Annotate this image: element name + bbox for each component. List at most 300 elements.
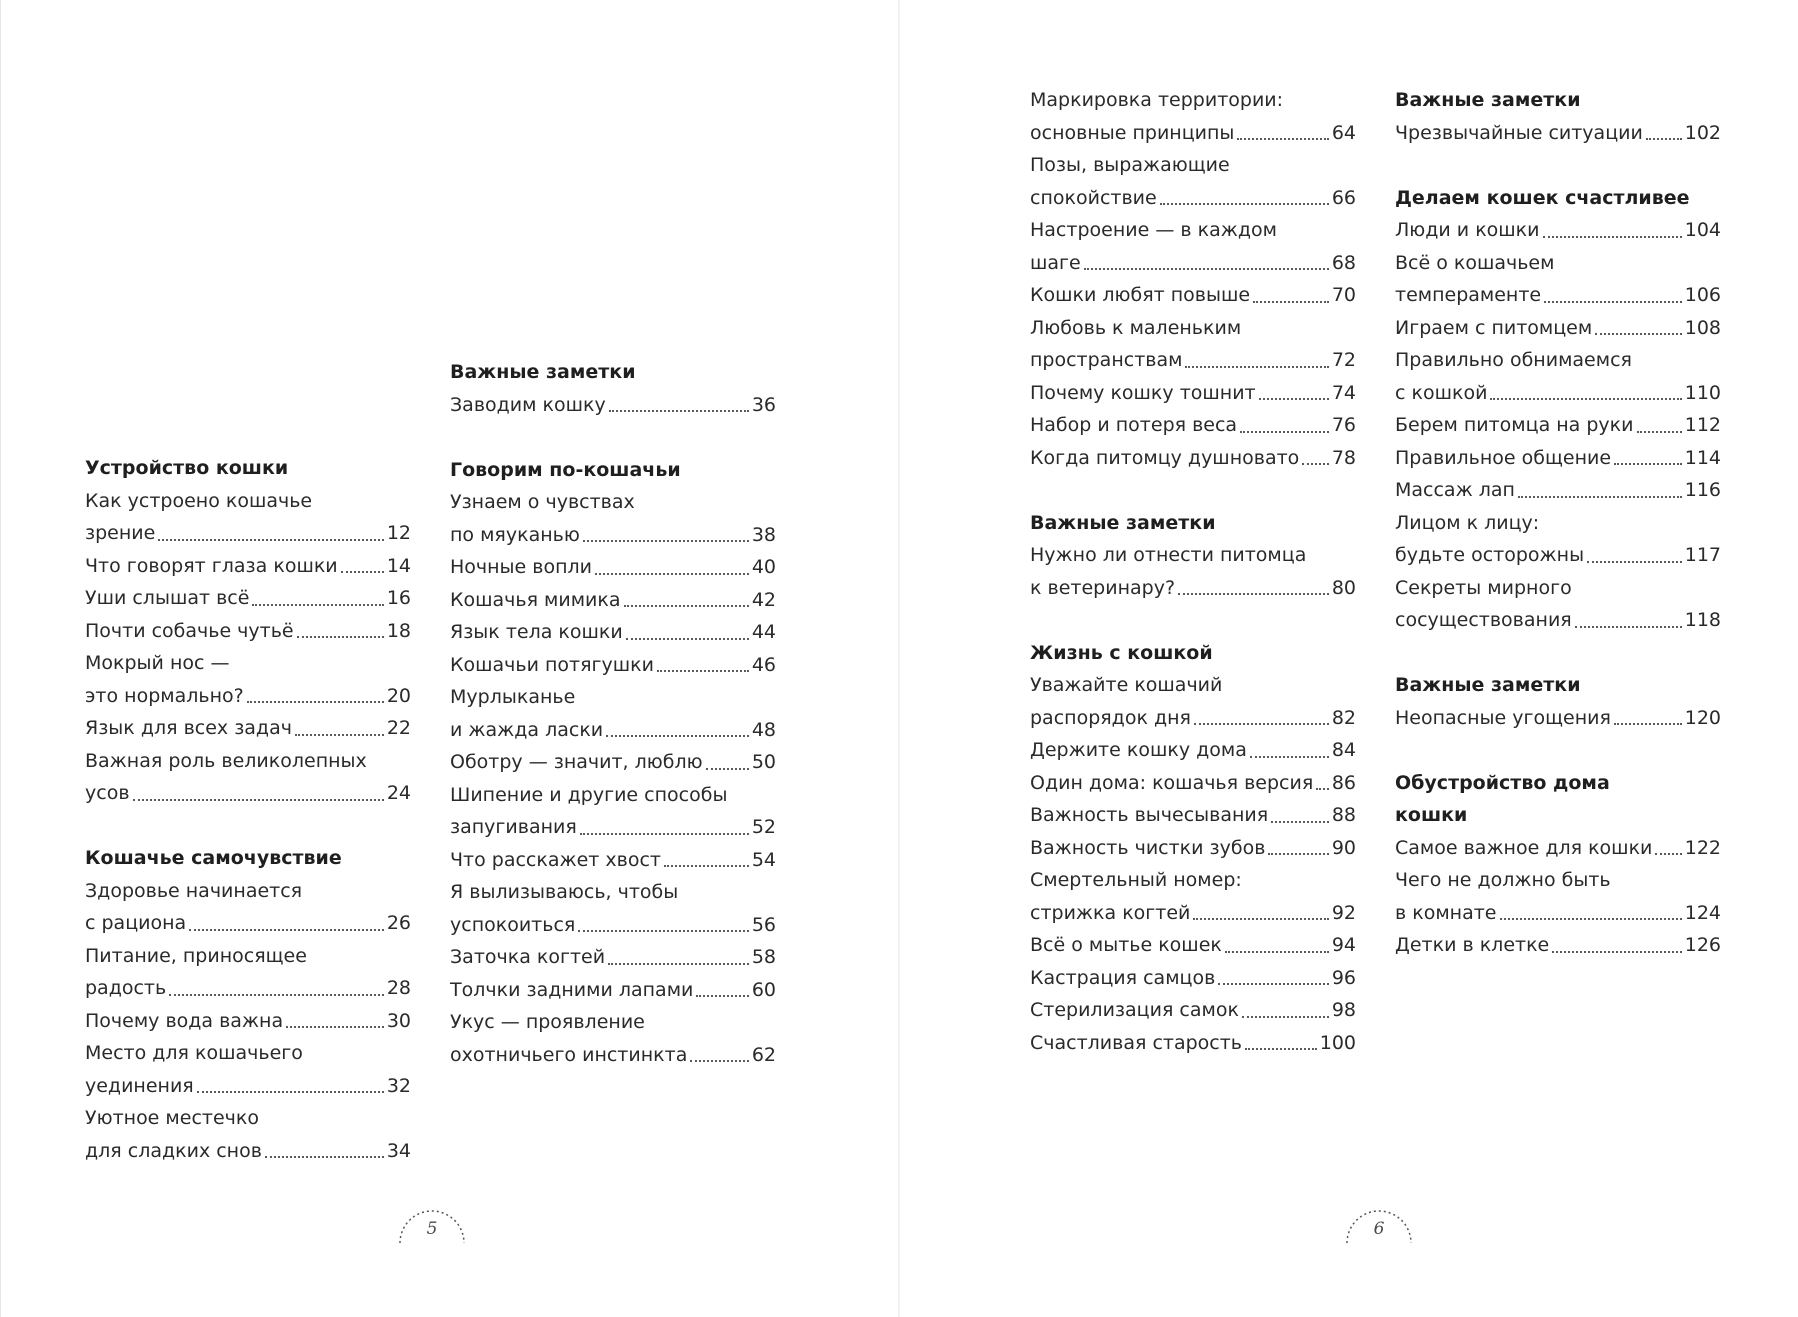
toc-entry-title-line: Кошачьи потягушки <box>450 653 654 676</box>
toc-page-number: 118 <box>1684 609 1721 631</box>
toc-entry-row <box>1030 377 1356 410</box>
toc-entry[interactable] <box>85 745 411 810</box>
toc-entry-row <box>450 389 776 422</box>
toc-entry[interactable] <box>1395 507 1721 572</box>
toc-section <box>1395 84 1721 149</box>
toc-entry[interactable] <box>85 582 411 615</box>
toc-section <box>1030 637 1356 1060</box>
toc-entry-title-line: Что расскажет хвост <box>450 848 661 871</box>
toc-page-number: 126 <box>1684 934 1721 956</box>
toc-section <box>85 452 411 810</box>
toc-page-number: 110 <box>1684 381 1721 404</box>
page-left <box>0 0 898 1317</box>
section-heading: Важные заметки <box>1395 89 1581 111</box>
toc-entry-title-line: Правильное общение <box>1395 446 1612 469</box>
dot-leader <box>1218 983 1329 985</box>
toc-entry-row <box>1395 474 1721 507</box>
toc-page-number: 122 <box>1684 836 1721 859</box>
toc-entry[interactable] <box>1030 279 1356 312</box>
toc-entry-row <box>1395 312 1721 345</box>
toc-page-number: 56 <box>751 913 776 936</box>
toc-entry-row <box>1030 247 1356 280</box>
toc-entry-title-line: Питание, приносящее <box>85 944 307 967</box>
toc-page-number: 64 <box>1331 121 1356 144</box>
toc-entry-row <box>85 550 411 583</box>
toc-page-number: 48 <box>751 718 776 741</box>
toc-entry-title-line: Один дома: кошачья версия <box>1030 771 1314 794</box>
section-heading: Кошачье самочувствие <box>85 847 342 869</box>
toc-entry-row <box>1030 929 1356 962</box>
toc-entry[interactable] <box>1395 409 1721 442</box>
toc-entry-row <box>450 649 776 682</box>
dot-leader <box>1552 951 1681 953</box>
toc-page-number: 52 <box>751 816 776 838</box>
toc-page-number: 32 <box>386 1074 411 1097</box>
toc-page-number: 120 <box>1684 706 1721 729</box>
toc-entry-title-line: уединения <box>85 1074 194 1097</box>
toc-entry[interactable] <box>450 551 776 584</box>
toc-page-number: 100 <box>1319 1031 1356 1054</box>
toc-entry-row <box>450 844 776 877</box>
toc-section <box>1030 507 1356 605</box>
toc-page-number: 66 <box>1331 186 1356 209</box>
dot-leader <box>1259 398 1329 400</box>
dot-leader <box>297 636 384 638</box>
dot-leader <box>696 995 748 997</box>
toc-entry-title-line: Когда питомцу душновато <box>1030 446 1300 469</box>
toc-entry[interactable] <box>450 746 776 779</box>
toc-entry-title-line: Держите кошку дома <box>1030 739 1247 761</box>
dot-leader <box>1587 561 1682 563</box>
toc-entry-row <box>450 811 776 844</box>
dot-leader <box>1637 431 1682 433</box>
toc-page-number: 98 <box>1331 999 1356 1021</box>
toc-page-number: 46 <box>751 653 776 676</box>
toc-entry-title-line: зрение <box>85 522 156 544</box>
toc-entry-row <box>1395 377 1721 410</box>
toc-entry-title-line: Язык тела кошки <box>450 621 623 643</box>
toc-column-4 <box>1395 84 1721 962</box>
dot-leader <box>1655 853 1681 855</box>
toc-page-number: 94 <box>1331 934 1356 956</box>
toc-entry-row <box>85 712 411 745</box>
toc-entry-title-line: Узнаем о чувствах <box>450 491 635 513</box>
toc-page-number: 18 <box>386 619 411 642</box>
toc-entry-title-line: Самое важное для кошки <box>1395 836 1653 859</box>
toc-entry[interactable] <box>1395 214 1721 247</box>
page-right <box>901 0 1798 1317</box>
toc-entry-title-line: Маркировка территории: <box>1030 89 1284 111</box>
toc-entry-title-line: Оботру — значит, люблю <box>450 751 703 773</box>
toc-entry-title-line: Правильно обнимаемся <box>1395 349 1632 371</box>
toc-entry[interactable] <box>85 647 411 712</box>
toc-entry[interactable] <box>85 550 411 583</box>
dot-leader <box>1178 593 1329 595</box>
dot-leader <box>1544 301 1682 303</box>
toc-entry[interactable] <box>1030 929 1356 962</box>
toc-entry-row <box>450 746 776 779</box>
toc-entry-title-line: Кастрация самцов <box>1030 966 1216 989</box>
toc-entry[interactable] <box>1030 767 1356 800</box>
toc-entry-row <box>450 584 776 617</box>
toc-entry[interactable] <box>1395 702 1721 735</box>
toc-page-number: 12 <box>386 522 411 544</box>
toc-entry-title-line: Укус — проявление <box>450 1011 645 1033</box>
dot-leader <box>1084 268 1329 270</box>
dot-leader <box>1194 723 1329 725</box>
toc-entry[interactable] <box>450 389 776 422</box>
toc-entry-row <box>1030 799 1356 832</box>
toc-entry-title-line: успокоиться <box>450 913 576 936</box>
dot-leader <box>624 605 749 607</box>
toc-entry[interactable] <box>1030 1027 1356 1060</box>
dot-leader <box>608 963 749 965</box>
toc-entry-row <box>1030 409 1356 442</box>
toc-entry[interactable] <box>1030 962 1356 995</box>
toc-entry-title-line: шаге <box>1030 251 1081 274</box>
toc-entry-title-line: Кошачья мимика <box>450 588 621 611</box>
toc-entry-row <box>1395 897 1721 930</box>
toc-entry-title-line: Толчки задними лапами <box>450 978 694 1001</box>
section-heading: Говорим по-кошачьи <box>450 458 681 481</box>
toc-page-number: 68 <box>1331 251 1356 274</box>
toc-entry-title-line: усов <box>85 782 130 804</box>
toc-entry-row <box>450 551 776 584</box>
toc-entry-title-line: Что говорят глаза кошки <box>85 554 338 577</box>
page-number-6 <box>1344 1205 1414 1245</box>
toc-entry[interactable] <box>1395 474 1721 507</box>
toc-entry-title-line: Настроение — в каждом <box>1030 219 1277 241</box>
dot-leader <box>341 571 384 573</box>
toc-entry[interactable] <box>85 875 411 940</box>
toc-entry[interactable] <box>450 486 776 551</box>
toc-page-number: 86 <box>1331 771 1356 794</box>
dot-leader <box>1225 951 1329 953</box>
toc-entry-row <box>85 1005 411 1038</box>
toc-entry-row <box>1030 897 1356 930</box>
toc-page-number: 82 <box>1331 706 1356 729</box>
toc-entry-title-line: Чрезвычайные ситуации <box>1395 121 1643 144</box>
toc-page-number: 112 <box>1684 414 1721 436</box>
toc-entry[interactable] <box>1395 117 1721 150</box>
toc-entry-title-line: Массаж лап <box>1395 479 1515 501</box>
toc-entry[interactable] <box>1395 572 1721 637</box>
section-heading: Устройство кошки <box>85 457 289 479</box>
toc-entry-title-line: в комнате <box>1395 901 1497 924</box>
toc-entry-title-line: Заточка когтей <box>450 946 606 968</box>
toc-entry[interactable] <box>450 584 776 617</box>
toc-page-number: 40 <box>751 556 776 578</box>
toc-section <box>450 356 776 421</box>
dot-leader <box>169 994 384 996</box>
toc-column-1 <box>85 452 411 1167</box>
toc-entry-title-line: будьте осторожны <box>1395 544 1585 566</box>
toc-page-number: 124 <box>1684 901 1721 924</box>
toc-section <box>1395 182 1721 637</box>
toc-entry[interactable] <box>1030 84 1356 149</box>
toc-entry-row <box>450 974 776 1007</box>
toc-page-number: 106 <box>1684 284 1721 306</box>
toc-entry[interactable] <box>1030 442 1356 475</box>
toc-page-number: 88 <box>1331 804 1356 826</box>
toc-page-number: 74 <box>1331 381 1356 404</box>
toc-entry-row <box>1030 832 1356 865</box>
toc-entry-title-line: Лицом к лицу: <box>1395 511 1540 534</box>
dot-leader <box>1595 333 1682 335</box>
folio-number: 6 <box>1373 1219 1385 1239</box>
toc-entry-title-line: Уютное местечко <box>85 1107 259 1129</box>
toc-page-number: 26 <box>386 912 411 934</box>
toc-entry-row <box>1395 409 1721 442</box>
toc-entry[interactable] <box>450 941 776 974</box>
toc-entry[interactable] <box>1395 832 1721 865</box>
toc-entry[interactable] <box>450 779 776 844</box>
dot-leader <box>1253 301 1329 303</box>
toc-entry-row <box>85 1135 411 1168</box>
toc-page-number: 84 <box>1331 739 1356 761</box>
toc-entry[interactable] <box>1395 442 1721 475</box>
toc-entry-title-line: Мокрый нос — <box>85 652 230 674</box>
toc-page-number: 104 <box>1684 219 1721 241</box>
dot-leader <box>1237 138 1328 140</box>
dot-leader <box>1614 723 1682 725</box>
toc-entry[interactable] <box>450 844 776 877</box>
toc-entry[interactable] <box>1030 734 1356 767</box>
toc-entry-title-line: Заводим кошку <box>450 393 606 416</box>
dot-leader <box>1185 366 1328 368</box>
toc-page-number: 28 <box>386 977 411 999</box>
toc-entry-title-line: Любовь к маленьким <box>1030 316 1242 339</box>
toc-entry-row <box>85 680 411 713</box>
toc-entry-row <box>1030 734 1356 767</box>
toc-page-number: 22 <box>386 717 411 739</box>
toc-page-number: 92 <box>1331 901 1356 924</box>
toc-entry-title-line: Важная роль великолепных <box>85 749 367 772</box>
dot-leader <box>1193 918 1328 920</box>
toc-entry-title-line: Кошки любят повыше <box>1030 284 1251 306</box>
toc-section <box>1395 669 1721 734</box>
toc-page-number: 24 <box>386 782 411 804</box>
toc-entry[interactable] <box>1030 312 1356 377</box>
toc-entry-row <box>1030 279 1356 312</box>
toc-page-number: 30 <box>386 1009 411 1032</box>
dot-leader <box>657 670 749 672</box>
toc-entry[interactable] <box>1030 149 1356 214</box>
toc-page-number: 60 <box>751 978 776 1001</box>
toc-entry-title-line: Уважайте кошачий <box>1030 674 1223 696</box>
toc-entry-title-line: Всё о мытье кошек <box>1030 934 1222 956</box>
toc-entry-row <box>1395 929 1721 962</box>
toc-entry-row <box>450 909 776 942</box>
toc-entry-title-line: Здоровье начинается <box>85 879 303 902</box>
toc-entry-title-line: запугивания <box>450 816 577 838</box>
toc-entry[interactable] <box>450 1006 776 1071</box>
toc-entry-title-line: Ночные вопли <box>450 556 593 578</box>
toc-entry[interactable] <box>1030 377 1356 410</box>
toc-entry-title-line: для сладких снов <box>85 1139 262 1162</box>
toc-page-number: 72 <box>1331 349 1356 371</box>
toc-entry-title-line: Важность вычесывания <box>1030 804 1269 826</box>
toc-entry-title-line: основные принципы <box>1030 121 1235 144</box>
toc-entry-row <box>1030 702 1356 735</box>
toc-entry-row <box>1395 117 1721 150</box>
toc-entry[interactable] <box>85 1037 411 1102</box>
dot-leader <box>286 1026 384 1028</box>
dot-leader <box>1543 236 1682 238</box>
toc-page-number: 70 <box>1331 284 1356 306</box>
toc-entry[interactable] <box>85 485 411 550</box>
toc-entry-title-line: и жажда ласки <box>450 718 604 741</box>
toc-entry-row <box>1030 994 1356 1027</box>
toc-entry[interactable] <box>450 681 776 746</box>
section-heading: Делаем кошек счастливее <box>1395 186 1690 209</box>
toc-entry[interactable] <box>1030 994 1356 1027</box>
dot-leader <box>595 573 749 575</box>
toc-page-number: 42 <box>751 588 776 611</box>
toc-section <box>1030 84 1356 474</box>
dot-leader <box>1316 788 1329 790</box>
toc-entry[interactable] <box>1030 799 1356 832</box>
toc-entry-row <box>85 1070 411 1103</box>
toc-entry-title-line: Люди и кошки <box>1395 219 1540 241</box>
toc-entry-title-line: стрижка когтей <box>1030 901 1191 924</box>
section-heading: кошки <box>1395 804 1468 826</box>
toc-entry-row <box>1030 442 1356 475</box>
toc-entry[interactable] <box>1030 539 1356 604</box>
section-heading: Важные заметки <box>1030 511 1216 534</box>
toc-entry-row <box>1395 702 1721 735</box>
dot-leader <box>1490 398 1681 400</box>
toc-entry-row <box>85 582 411 615</box>
section-heading: Жизнь с кошкой <box>1030 641 1213 664</box>
dot-leader <box>189 929 384 931</box>
toc-page-number: 34 <box>386 1139 411 1162</box>
toc-entry-title-line: Играем с питомцем <box>1395 316 1593 339</box>
toc-entry-row <box>450 616 776 649</box>
toc-entry-title-line: Детки в клетке <box>1395 934 1550 956</box>
toc-entry-row <box>1395 832 1721 865</box>
toc-entry-title-line: Всё о кошачьем <box>1395 251 1555 274</box>
toc-entry-row <box>1030 182 1356 215</box>
toc-entry-title-line: Как устроено кошачье <box>85 489 313 512</box>
dot-leader <box>690 1060 748 1062</box>
dot-leader <box>578 930 748 932</box>
toc-entry-title-line: сосуществования <box>1395 609 1572 631</box>
toc-entry-row <box>85 907 411 940</box>
dot-leader <box>1160 203 1329 205</box>
toc-entry-row <box>1030 1027 1356 1060</box>
toc-entry-title-line: Уши слышат всё <box>85 587 250 609</box>
toc-entry[interactable] <box>85 615 411 648</box>
toc-entry-title-line: к ветеринару? <box>1030 576 1176 599</box>
dot-leader <box>583 540 749 542</box>
toc-entry[interactable] <box>1030 409 1356 442</box>
toc-entry-row <box>85 777 411 810</box>
dot-leader <box>1575 626 1682 628</box>
toc-page-number: 90 <box>1331 836 1356 859</box>
toc-entry[interactable] <box>1030 214 1356 279</box>
dot-leader <box>1242 1016 1329 1018</box>
dot-leader <box>247 701 384 703</box>
toc-entry[interactable] <box>1030 669 1356 734</box>
toc-entry[interactable] <box>85 712 411 745</box>
toc-page-number: 78 <box>1331 446 1356 469</box>
toc-entry[interactable] <box>1395 864 1721 929</box>
toc-entry-title-line: Стерилизация самок <box>1030 999 1239 1021</box>
toc-entry-title-line: Секреты мирного <box>1395 576 1572 599</box>
section-heading: Важные заметки <box>450 361 636 383</box>
toc-page-number: 80 <box>1331 576 1356 599</box>
toc-entry-title-line: Язык для всех задач <box>85 717 292 739</box>
toc-entry-title-line: Нужно ли отнести питомца <box>1030 544 1307 566</box>
toc-entry[interactable] <box>1030 832 1356 865</box>
toc-page-number: 62 <box>751 1043 776 1066</box>
toc-entry[interactable] <box>1030 864 1356 929</box>
toc-entry-row <box>85 972 411 1005</box>
toc-entry-title-line: Счастливая старость <box>1030 1031 1243 1054</box>
toc-page-number: 20 <box>386 684 411 707</box>
toc-section <box>450 454 776 1072</box>
toc-page-number: 14 <box>386 554 411 577</box>
dot-leader <box>664 865 749 867</box>
toc-entry-row <box>1395 442 1721 475</box>
toc-entry[interactable] <box>1395 247 1721 312</box>
toc-entry-row <box>1030 767 1356 800</box>
section-heading: Обустройство дома <box>1395 771 1610 794</box>
toc-entry[interactable] <box>85 940 411 1005</box>
toc-entry-row <box>450 941 776 974</box>
toc-entry[interactable] <box>1395 312 1721 345</box>
dot-leader <box>606 735 749 737</box>
toc-entry-row <box>1030 962 1356 995</box>
toc-entry[interactable] <box>450 649 776 682</box>
toc-section <box>85 842 411 1167</box>
dot-leader <box>1500 918 1682 920</box>
toc-entry-title-line: радость <box>85 977 167 999</box>
toc-entry-row <box>1395 539 1721 572</box>
toc-column-3 <box>1030 84 1356 1059</box>
toc-page-number: 102 <box>1684 121 1721 144</box>
page-number-5 <box>397 1205 467 1245</box>
toc-entry[interactable] <box>450 876 776 941</box>
toc-entry[interactable] <box>450 974 776 1007</box>
toc-page-number: 76 <box>1331 414 1356 436</box>
dot-leader <box>158 539 383 541</box>
toc-entry[interactable] <box>85 1102 411 1167</box>
toc-entry[interactable] <box>450 616 776 649</box>
toc-entry-title-line: Неопасные угощения <box>1395 706 1611 729</box>
toc-entry[interactable] <box>1395 929 1721 962</box>
toc-page-number: 117 <box>1684 544 1721 566</box>
toc-entry-title-line: охотничьего инстинкта <box>450 1043 688 1066</box>
toc-entry-title-line: Смертельный номер: <box>1030 869 1242 891</box>
toc-entry[interactable] <box>1395 344 1721 409</box>
toc-entry-title-line: Позы, выражающие <box>1030 154 1230 176</box>
dot-leader <box>265 1156 384 1158</box>
toc-entry-title-line: распорядок дня <box>1030 706 1191 729</box>
toc-entry[interactable] <box>85 1005 411 1038</box>
toc-entry-title-line: Я вылизываюсь, чтобы <box>450 881 679 903</box>
toc-entry-title-line: Почему кошку тошнит <box>1030 381 1256 404</box>
toc-entry-row <box>1395 604 1721 637</box>
toc-entry-title-line: Берем питомца на руки <box>1395 414 1634 436</box>
toc-entry-row <box>1030 572 1356 605</box>
toc-page-number: 58 <box>751 946 776 968</box>
toc-entry-row <box>85 615 411 648</box>
toc-page-number: 44 <box>751 621 776 643</box>
toc-page-number: 54 <box>751 848 776 871</box>
toc-entry-row <box>450 714 776 747</box>
